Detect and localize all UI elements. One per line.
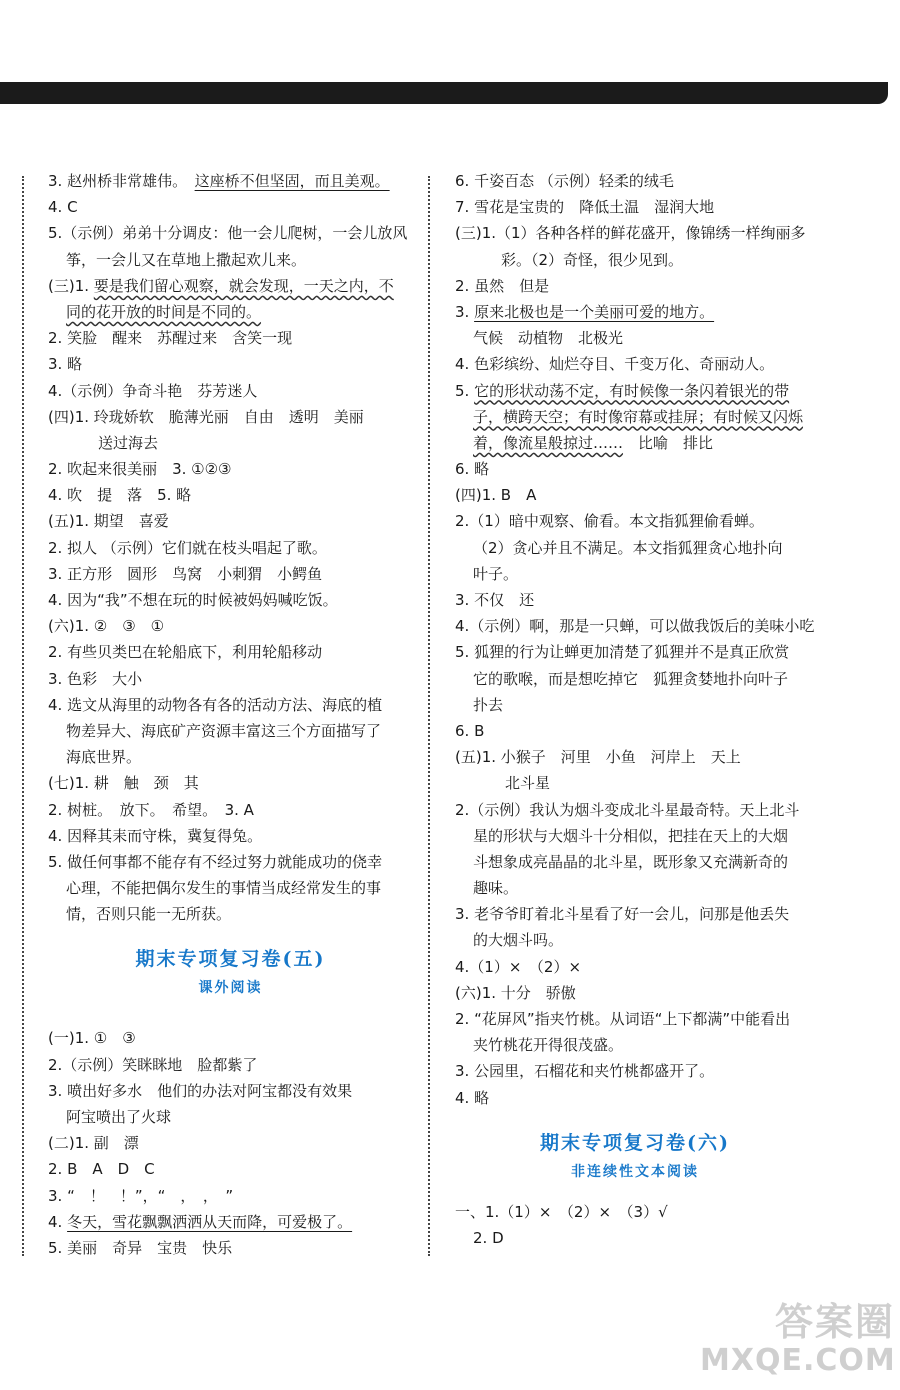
- answer-line: 彩。（2）奇怪，很少见到。: [501, 250, 684, 269]
- header-bar: [0, 82, 888, 104]
- answer-line: 4.（示例）争奇斗艳 芬芳迷人: [48, 381, 258, 400]
- section-title: 期末专项复习卷(五): [135, 948, 326, 971]
- answer-line: 5. 狐狸的行为让蝉更加清楚了狐狸并不是真正欣赏: [455, 643, 790, 662]
- answer-line: 北斗星: [505, 774, 551, 793]
- answer-column-left: [48, 168, 413, 1261]
- answer-line: 3. 赵州桥非常雄伟。 这座桥不但坚固，而且美观。: [48, 172, 390, 190]
- answer-line: (四)1. 玲珑娇软 脆薄光丽 自由 透明 美丽: [48, 407, 364, 426]
- answer-line: 阿宝喷出了火球: [66, 1108, 172, 1126]
- answer-line: 2. D: [473, 1228, 504, 1247]
- answer-line: 送过海去: [98, 433, 159, 452]
- answer-line: 扑去: [473, 695, 504, 714]
- answer-line: 一、1.（1）× （2）× （3）√: [455, 1202, 668, 1221]
- answer-line: 趣味。: [473, 879, 519, 898]
- answer-line: 海底世界。: [66, 748, 142, 767]
- watermark-url: MXQE.COM: [700, 1343, 896, 1378]
- answer-column-right: [455, 168, 815, 1251]
- answer-line: 气候 动植物 北极光: [473, 329, 624, 348]
- answer-line: (五)1. 小猴子 河里 小鱼 河岸上 天上: [455, 748, 741, 767]
- answer-line: 2.（示例）我认为烟斗变成北斗星最奇特。天上北斗: [455, 800, 800, 819]
- answer-line: 2.（示例）笑眯眯地 脸都紫了: [48, 1055, 258, 1074]
- answer-line: 4. 因释其耒而守株，冀复得兔。: [48, 826, 263, 845]
- answer-line: 2. 有些贝类巴在轮船底下，利用轮船移动: [48, 643, 323, 662]
- answer-line: 4. 冬天，雪花飘飘洒洒从天而降，可爱极了。: [48, 1212, 353, 1231]
- answer-line: (一)1. ① ③: [48, 1029, 136, 1048]
- answer-line: 4.（示例）啊，那是一只蝉，可以做我饭后的美味小吃: [455, 617, 815, 636]
- answer-line: 的大烟斗吗。: [473, 931, 564, 950]
- answer-line: 斗想象成亮晶晶的北斗星，既形象又充满新奇的: [473, 852, 789, 871]
- section-subtitle: 课外阅读: [198, 980, 263, 997]
- answer-line: 6. 千姿百态 （示例）轻柔的绒毛: [455, 172, 674, 190]
- answer-line: 2.（1）暗中观察、偷看。本文指狐狸偷看蝉。: [455, 512, 764, 531]
- answer-line: (三)1.（1）各种各样的鲜花盛开，像锦绣一样绚丽多: [455, 224, 806, 243]
- answer-line: 3. 喷出好多水 他们的办法对阿宝都没有效果: [48, 1081, 353, 1100]
- answer-line: (五)1. 期望 喜爱: [48, 512, 169, 531]
- answer-line: 2. 吹起来很美丽 3. ①②③: [48, 460, 232, 479]
- answer-line: 4. 色彩缤纷、灿烂夺目、千变万化、奇丽动人。: [455, 355, 775, 374]
- answer-line: 2. 拟人 （示例）它们就在枝头唱起了歌。: [48, 538, 327, 557]
- answer-line: 2. “花屏风”指夹竹桃。从词语“上下都满”中能看出: [455, 1010, 791, 1028]
- answer-line: (三)1. 要是我们留心观察，就会发现，一天之内，不: [48, 276, 394, 295]
- answer-line: 4. 因为“我”不想在玩的时候被妈妈喊吃饭。: [48, 591, 338, 609]
- answer-line: 叶子。: [473, 564, 519, 583]
- answer-line: 4. 选文从海里的动物各有各的活动方法、海底的植: [48, 695, 383, 714]
- watermark-logo: [700, 1300, 895, 1385]
- answer-line: (七)1. 耕 触 颈 其: [48, 774, 199, 793]
- answer-line: 3. “ ！ ！”，“ ， ， ”: [48, 1186, 234, 1205]
- margin-dots-right: [428, 176, 430, 1256]
- answer-line: 3. 略: [48, 355, 83, 374]
- margin-dots-left: [22, 176, 24, 1256]
- answer-line: 2. 树桩。 放下。 希望。 3. A: [48, 800, 254, 819]
- answer-line: 心理，不能把偶尔发生的事情当成经常发生的事: [66, 879, 382, 898]
- answer-line: （2）贪心并且不满足。本文指狐狸贪心地扑向: [473, 538, 783, 557]
- answer-line: 物差异大、海底矿产资源丰富这三个方面描写了: [66, 721, 382, 740]
- answer-line: 情，否则只能一无所获。: [66, 905, 232, 924]
- watermark-text: 答案圈: [774, 1300, 895, 1344]
- answer-line: (六)1. ② ③ ①: [48, 617, 165, 636]
- answer-line: 5. 美丽 奇异 宝贵 快乐: [48, 1238, 233, 1257]
- answer-line: (六)1. 十分 骄傲: [455, 983, 576, 1002]
- answer-line: 6. B: [455, 721, 485, 740]
- answer-line: 3. 老爷爷盯着北斗星看了好一会儿，问那是他丢失: [455, 905, 790, 924]
- answer-line: 它的歌喉，而是想吃掉它 狐狸贪婪地扑向叶子: [473, 669, 789, 688]
- answer-line: 3. 公园里，石榴花和夹竹桃都盛开了。: [455, 1062, 715, 1081]
- answer-line: 4.（1）× （2）×: [455, 957, 582, 976]
- answer-line: 5. 做任何事都不能存有不经过努力就能成功的侥幸: [48, 852, 383, 871]
- answer-line: 3. 正方形 圆形 鸟窝 小刺猬 小鳄鱼: [48, 564, 323, 583]
- answer-line: 星的形状与大烟斗十分相似，把挂在天上的大烟: [473, 826, 789, 845]
- section-title: 期末专项复习卷(六): [540, 1131, 730, 1154]
- answer-line: (四)1. B A: [455, 486, 537, 505]
- answer-line: 6. 略: [455, 460, 490, 479]
- answer-line: 2. 虽然 但是: [455, 276, 550, 295]
- answer-line: 子，横跨天空；有时像帘幕或挂屏；有时候又闪烁: [473, 407, 804, 426]
- answer-line: 4. 略: [455, 1088, 490, 1107]
- answer-line: 筝，一会儿又在草地上撒起欢儿来。: [66, 250, 307, 269]
- answer-line: 3. 色彩 大小: [48, 669, 143, 688]
- answer-line: 3. 原来北极也是一个美丽可爱的地方。: [455, 302, 715, 321]
- answer-line: 2. 笑脸 醒来 苏醒过来 含笑一现: [48, 329, 293, 348]
- answer-line: 着，像流星般掠过…… 比喻 排比: [473, 433, 714, 452]
- answer-line: 5.（示例）弟弟十分调皮：他一会儿爬树，一会儿放风: [48, 224, 408, 243]
- answer-line: 2. B A D C: [48, 1160, 155, 1179]
- answer-line: (二)1. 副 漂: [48, 1134, 139, 1153]
- answer-line: 5. 它的形状动荡不定，有时候像一条闪着银光的带: [455, 381, 790, 400]
- answer-line: 3. 不仅 还: [455, 591, 535, 609]
- answer-line: 同的花开放的时间是不同的。: [66, 302, 262, 321]
- answer-line: 夹竹桃花开得很茂盛。: [473, 1036, 624, 1055]
- section-subtitle: 非连续性文本阅读: [571, 1163, 699, 1180]
- answer-line: 7. 雪花是宝贵的 降低土温 湿润大地: [455, 198, 715, 217]
- answer-line: 4. C: [48, 198, 78, 217]
- answer-line: 4. 吹 提 落 5. 略: [48, 486, 192, 505]
